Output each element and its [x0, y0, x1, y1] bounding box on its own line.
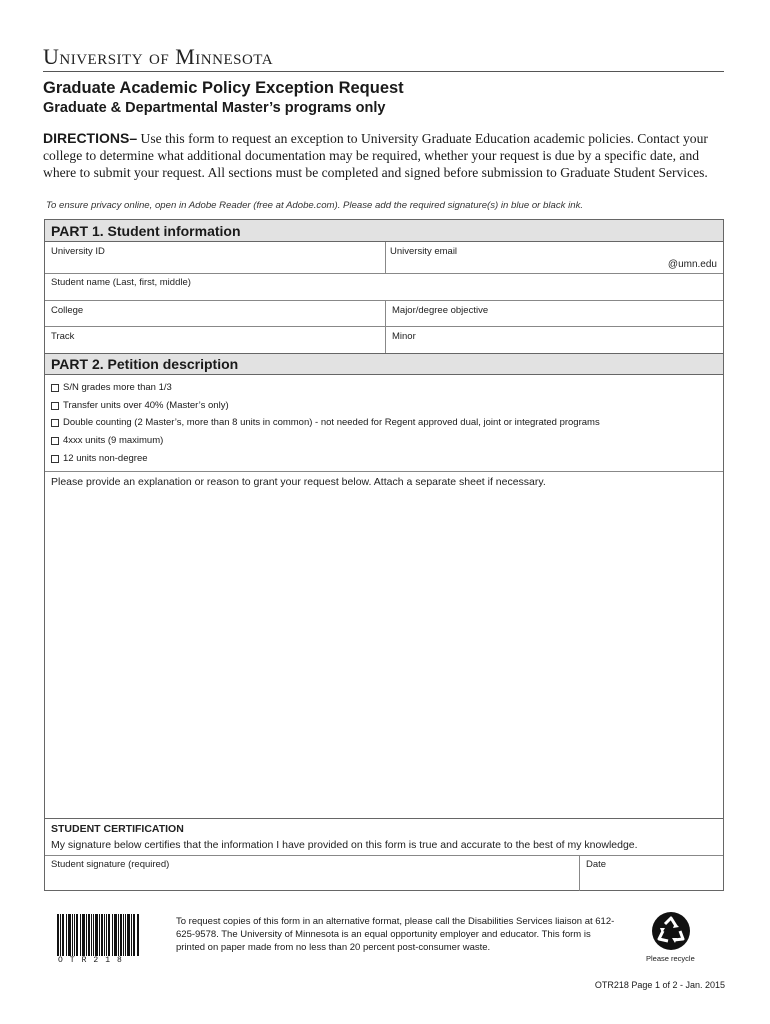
divider: [45, 326, 723, 327]
option-sn-grades[interactable]: S/N grades more than 1/3: [51, 382, 172, 393]
barcode-number: OTR218: [58, 956, 129, 965]
accessibility-note: To request copies of this form in an alternative format, please call the Disabilities Services liaison at 612-625-9578. The University of Minnesota is an equal opportunity employer and educator. This form is printed on paper made from no less than 20 percent post-consumer waste.: [176, 916, 615, 953]
option-double-counting[interactable]: Double counting (2 Master’s, more than 8 units in common) - not needed for Regent approved dual, joint or integrated programs: [51, 417, 600, 428]
certification-section: [44, 818, 724, 891]
minor-field[interactable]: Minor: [392, 331, 416, 342]
recycle-label: Please recycle: [646, 954, 695, 963]
part2-heading: PART 2. Petition description: [45, 354, 723, 375]
divider: [45, 471, 723, 472]
divider: [45, 273, 723, 274]
college-field[interactable]: College: [51, 305, 84, 316]
student-name-field[interactable]: Student name (Last, first, middle): [51, 277, 191, 288]
directions: [43, 130, 728, 181]
checkbox-icon[interactable]: [51, 455, 59, 463]
directions-lead: DIRECTIONS–: [43, 130, 138, 146]
option-4xxx-units[interactable]: 4xxx units (9 maximum): [51, 435, 163, 446]
divider: [579, 855, 580, 891]
checkbox-icon[interactable]: [51, 402, 59, 410]
barcode-icon: [57, 914, 139, 956]
checkbox-icon[interactable]: [51, 437, 59, 445]
email-suffix: @umn.edu: [667, 259, 717, 270]
track-field[interactable]: Track: [51, 331, 75, 342]
date-field[interactable]: Date: [586, 859, 607, 870]
divider: [385, 300, 386, 354]
checkbox-icon[interactable]: [51, 384, 59, 392]
recycle-icon: [651, 911, 691, 951]
divider: [45, 855, 723, 856]
explanation-textarea[interactable]: [45, 492, 723, 818]
major-field[interactable]: Major/degree objective: [392, 305, 489, 316]
page-info: OTR218 Page 1 of 2 - Jan. 2015: [594, 980, 725, 990]
university-id-field[interactable]: University ID: [51, 246, 105, 257]
divider: [385, 242, 386, 273]
option-transfer-units[interactable]: Transfer units over 40% (Master’s only): [51, 400, 229, 411]
explanation-prompt: Please provide an explanation or reason to grant your request below. Attach a separate sheet if necessary.: [51, 476, 546, 488]
certification-statement: My signature below certifies that the information I have provided on this form is true and accurate to the best of my knowledge.: [51, 839, 638, 851]
part2-section: [44, 353, 724, 819]
checkbox-icon[interactable]: [51, 419, 59, 427]
option-non-degree[interactable]: 12 units non-degree: [51, 453, 148, 464]
part1-section: [44, 219, 724, 354]
university-wordmark: University of Minnesota: [43, 44, 274, 69]
student-signature-field[interactable]: Student signature (required): [51, 859, 170, 870]
form-title: Graduate Academic Policy Exception Request: [43, 79, 404, 97]
divider: [45, 300, 723, 301]
certification-heading: STUDENT CERTIFICATION: [51, 823, 184, 835]
header-rule: [43, 71, 724, 72]
form-subtitle: Graduate & Departmental Master’s programs only: [43, 100, 386, 116]
university-email-field[interactable]: University email: [390, 246, 458, 257]
directions-text: Use this form to request an exception to University Graduate Education academic policies. Contact your college to determine what additional documentation may be required, whether your request is due by a specific date, and where to submit your request. All sections must be completed and signed before submission to Graduate Student Services.: [43, 131, 708, 180]
privacy-note: To ensure privacy online, open in Adobe Reader (free at Adobe.com). Please add the required signature(s) in blue or black ink.: [46, 200, 584, 211]
part1-heading: PART 1. Student information: [45, 220, 723, 242]
